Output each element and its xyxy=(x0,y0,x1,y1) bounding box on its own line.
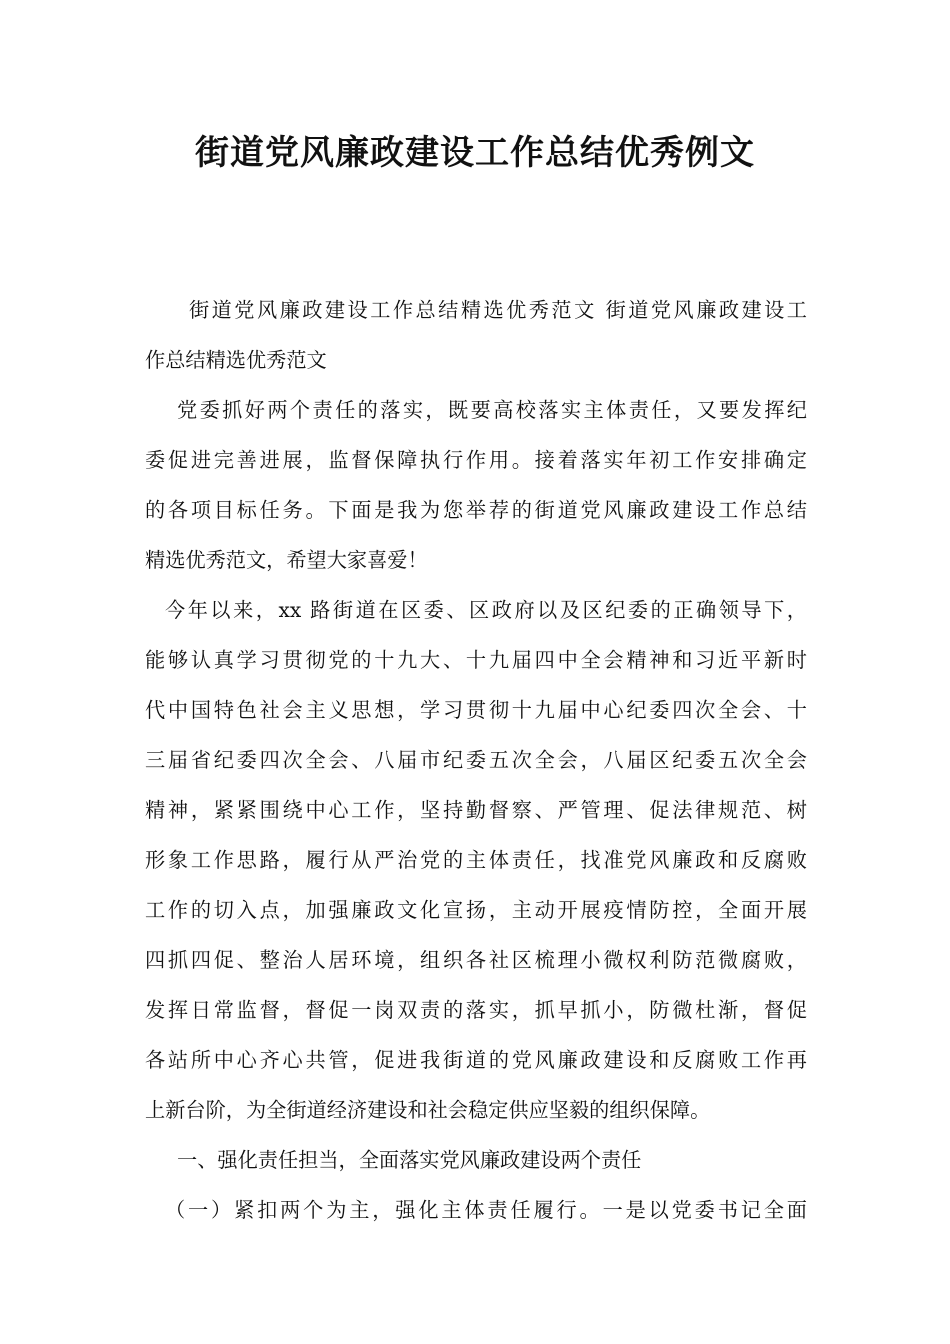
paragraph-line: 街道党风廉政建设工作总结精选优秀范文 街道党风廉政建设工 xyxy=(189,298,807,322)
paragraph-line: 上新台阶，为全街道经济建设和社会稳定供应坚毅的组织保障。 xyxy=(145,1098,711,1122)
paragraph-line: 发挥日常监督，督促一岗双责的落实，抓早抓小，防微杜渐，督促 xyxy=(145,998,807,1022)
paragraph-line: 党委抓好两个责任的落实，既要高校落实主体责任，又要发挥纪 xyxy=(177,398,807,422)
paragraph-line: 今年以来，xx 路街道在区委、区政府以及区纪委的正确领导下， xyxy=(165,598,807,622)
paragraph-line: 精神，紧紧围绕中心工作，坚持勤督察、严管理、促法律规范、树 xyxy=(145,798,807,822)
section-heading: 一、强化责任担当，全面落实党风廉政建设两个责任 xyxy=(177,1148,642,1172)
paragraph-line: 精选优秀范文，希望大家喜爱！ xyxy=(145,548,428,572)
paragraph-line: 工作的切入点，加强廉政文化宣扬，主动开展疫情防控，全面开展 xyxy=(145,898,807,922)
paragraph-line: 各站所中心齐心共管，促进我街道的党风廉政建设和反腐败工作再 xyxy=(145,1048,807,1072)
paragraph-line: 委促进完善进展，监督保障执行作用。接着落实年初工作安排确定 xyxy=(145,448,807,472)
paragraph-line: 代中国特色社会主义思想，学习贯彻十九届中心纪委四次全会、十 xyxy=(145,698,807,722)
document-title: 街道党风廉政建设工作总结优秀例文 xyxy=(195,133,755,173)
paragraph-line: 作总结精选优秀范文 xyxy=(145,348,327,372)
paragraph-line: 形象工作思路，履行从严治党的主体责任，找准党风廉政和反腐败 xyxy=(145,848,807,872)
paragraph-line: 能够认真学习贯彻党的十九大、十九届四中全会精神和习近平新时 xyxy=(145,648,807,672)
paragraph-line: 的各项目标任务。下面是我为您举荐的街道党风廉政建设工作总结 xyxy=(145,498,807,522)
paragraph-line: 三届省纪委四次全会、八届市纪委五次全会，八届区纪委五次全会 xyxy=(145,748,807,772)
document-body xyxy=(145,285,807,1235)
paragraph-line: 四抓四促、整治人居环境，组织各社区梳理小微权利防范微腐败， xyxy=(145,948,807,972)
subsection-line: （一）紧扣两个为主，强化主体责任履行。一是以党委书记全面 xyxy=(165,1198,807,1222)
